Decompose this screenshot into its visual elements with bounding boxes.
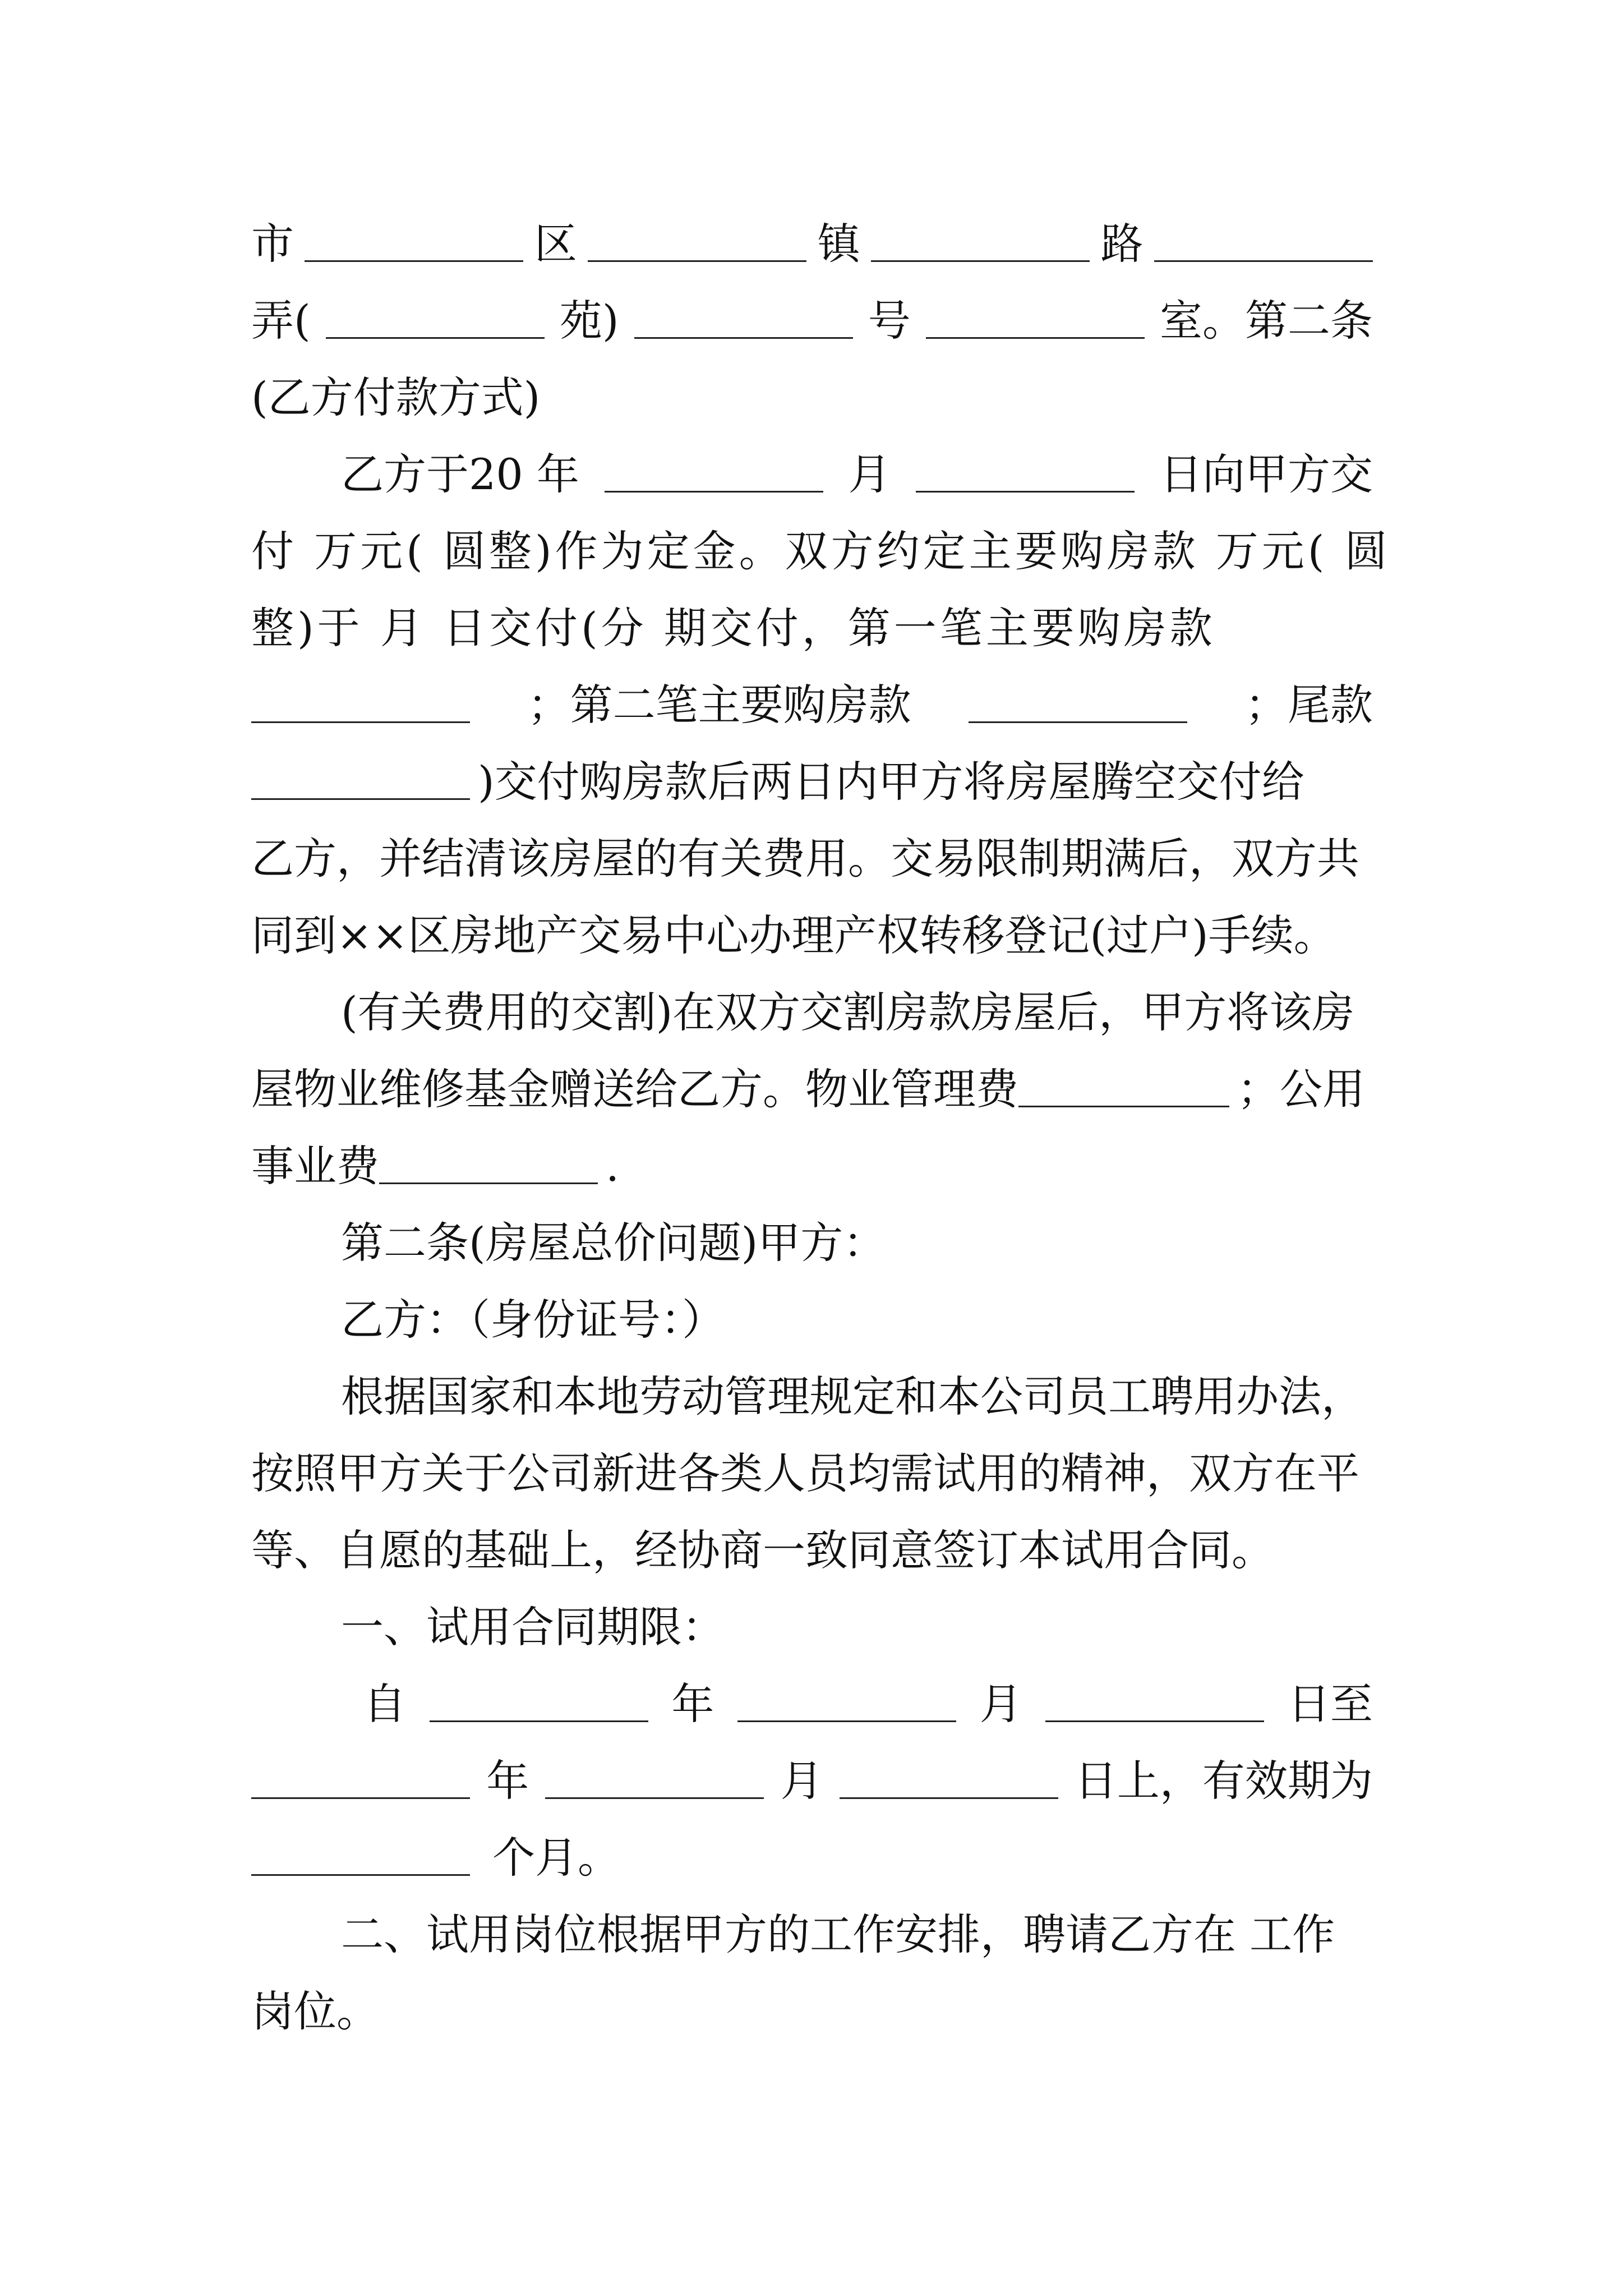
text-segment: 月: [979, 1679, 1022, 1729]
fill-blank: [251, 1841, 470, 1876]
text-line-7: [251, 671, 1373, 739]
text-segment: 等、自愿的基础上，经协商一致同意签订本试用合同。: [251, 1525, 1274, 1575]
fill-blank: [1045, 1687, 1264, 1722]
text-segment: 同到××区房地产交易中心办理产权转移登记(过户)手续。: [251, 910, 1336, 960]
text-segment: 镇: [817, 219, 860, 269]
text-segment: 弄(: [251, 296, 311, 346]
text-line-1: [251, 210, 1373, 278]
text-segment: )交付购房款后两日内甲方将房屋腾空交付给: [478, 757, 1304, 807]
text-segment: (有关费用的交割)在双方交割房款房屋后，甲方将该房: [341, 987, 1355, 1037]
fill-blank: [326, 303, 545, 339]
text-segment: 年: [671, 1679, 714, 1729]
text-segment: 市: [251, 219, 294, 269]
fill-blank: [545, 1764, 764, 1799]
text-segment: 按照甲方关于公司新进各类人员均需试用的精神，双方在平: [251, 1448, 1359, 1498]
text-line-19: [251, 1594, 1373, 1661]
text-segment: 岗位。: [251, 1986, 379, 2036]
text-segment: 事业费: [251, 1141, 379, 1191]
text-segment: 月: [848, 449, 891, 499]
fill-blank: [588, 227, 806, 262]
fill-blank: [1154, 227, 1373, 262]
fill-blank: [871, 227, 1090, 262]
text-segment: 月: [780, 1756, 823, 1806]
text-line-16: [251, 1363, 1373, 1430]
text-segment: .: [606, 1141, 620, 1191]
text-segment: 自: [363, 1679, 406, 1729]
fill-blank: [305, 227, 523, 262]
text-segment: 路: [1100, 219, 1144, 269]
text-segment: 整)于 月 日交付(分 期交付，第一笔主要购房款: [251, 603, 1216, 653]
text-line-23: [251, 1901, 1373, 1968]
text-line-3: [251, 364, 1373, 431]
text-line-14: [251, 1209, 1373, 1277]
text-segment: ；公用: [1237, 1064, 1365, 1114]
fill-blank: [1018, 1072, 1229, 1107]
text-segment: ；第二笔主要购房款: [527, 680, 911, 730]
text-segment: 日至: [1287, 1679, 1373, 1729]
text-line-11: [251, 979, 1373, 1046]
fill-blank: [634, 303, 853, 339]
text-line-22: [251, 1824, 1373, 1892]
text-segment: 号: [868, 296, 911, 346]
text-line-9: [251, 825, 1373, 892]
section-heading: 一、试用合同期限：: [341, 1602, 725, 1652]
section-heading: 第二条(房屋总价问题)甲方：: [341, 1218, 886, 1268]
text-line-5: [251, 518, 1391, 585]
section-heading: (乙方付款方式): [251, 372, 541, 422]
text-segment: ；尾款: [1244, 680, 1373, 730]
text-line-18: [251, 1517, 1373, 1584]
fill-blank: [430, 1687, 648, 1722]
text-line-8: [251, 748, 1373, 816]
text-segment: 室。第二条: [1159, 296, 1373, 346]
section-heading: 二、试用岗位根据甲方的工作安排，聘请乙方在 工作: [341, 1910, 1335, 1959]
text-line-10: [251, 902, 1373, 969]
text-segment: 根据国家和本地劳动管理规定和本公司员工聘用办法，: [341, 1372, 1364, 1421]
text-line-21: [251, 1747, 1373, 1815]
text-line-4: [251, 441, 1373, 508]
text-segment: 乙方，并结清该房屋的有关费用。交易限制期满后，双方共: [251, 834, 1359, 884]
text-line-24: [251, 1978, 1373, 2045]
fill-blank: [969, 688, 1187, 723]
text-line-15: [251, 1286, 1373, 1354]
fill-blank: [251, 1764, 470, 1799]
fill-blank: [737, 1687, 956, 1722]
text-line-20: [251, 1671, 1373, 1738]
text-segment: 苑): [559, 296, 619, 346]
text-line-12: [251, 1056, 1373, 1123]
text-segment: 日向甲方交: [1160, 449, 1373, 499]
fill-blank: [251, 688, 470, 723]
text-segment: 个月。: [492, 1833, 620, 1883]
text-segment: 日上，有效期为: [1074, 1756, 1373, 1806]
fill-blank: [251, 765, 470, 800]
text-segment: 区: [534, 219, 577, 269]
text-segment: 屋物业维修基金赠送给乙方。物业管理费: [251, 1064, 1018, 1114]
text-line-13: [251, 1133, 1373, 1200]
text-line-6: [251, 595, 1373, 662]
text-segment: 乙方于20 年: [341, 449, 579, 499]
text-line-17: [251, 1440, 1373, 1507]
text-segment: 年: [486, 1756, 529, 1806]
text-line-2: [251, 287, 1373, 355]
fill-blank: [379, 1149, 598, 1184]
fill-blank: [605, 457, 823, 493]
fill-blank: [840, 1764, 1058, 1799]
text-segment: 乙方：（身份证号：）: [341, 1295, 725, 1345]
text-segment: 付 万元( 圆整)作为定金。双方约定主要购房款 万元( 圆: [251, 526, 1391, 576]
fill-blank: [926, 303, 1145, 339]
fill-blank: [916, 457, 1135, 493]
